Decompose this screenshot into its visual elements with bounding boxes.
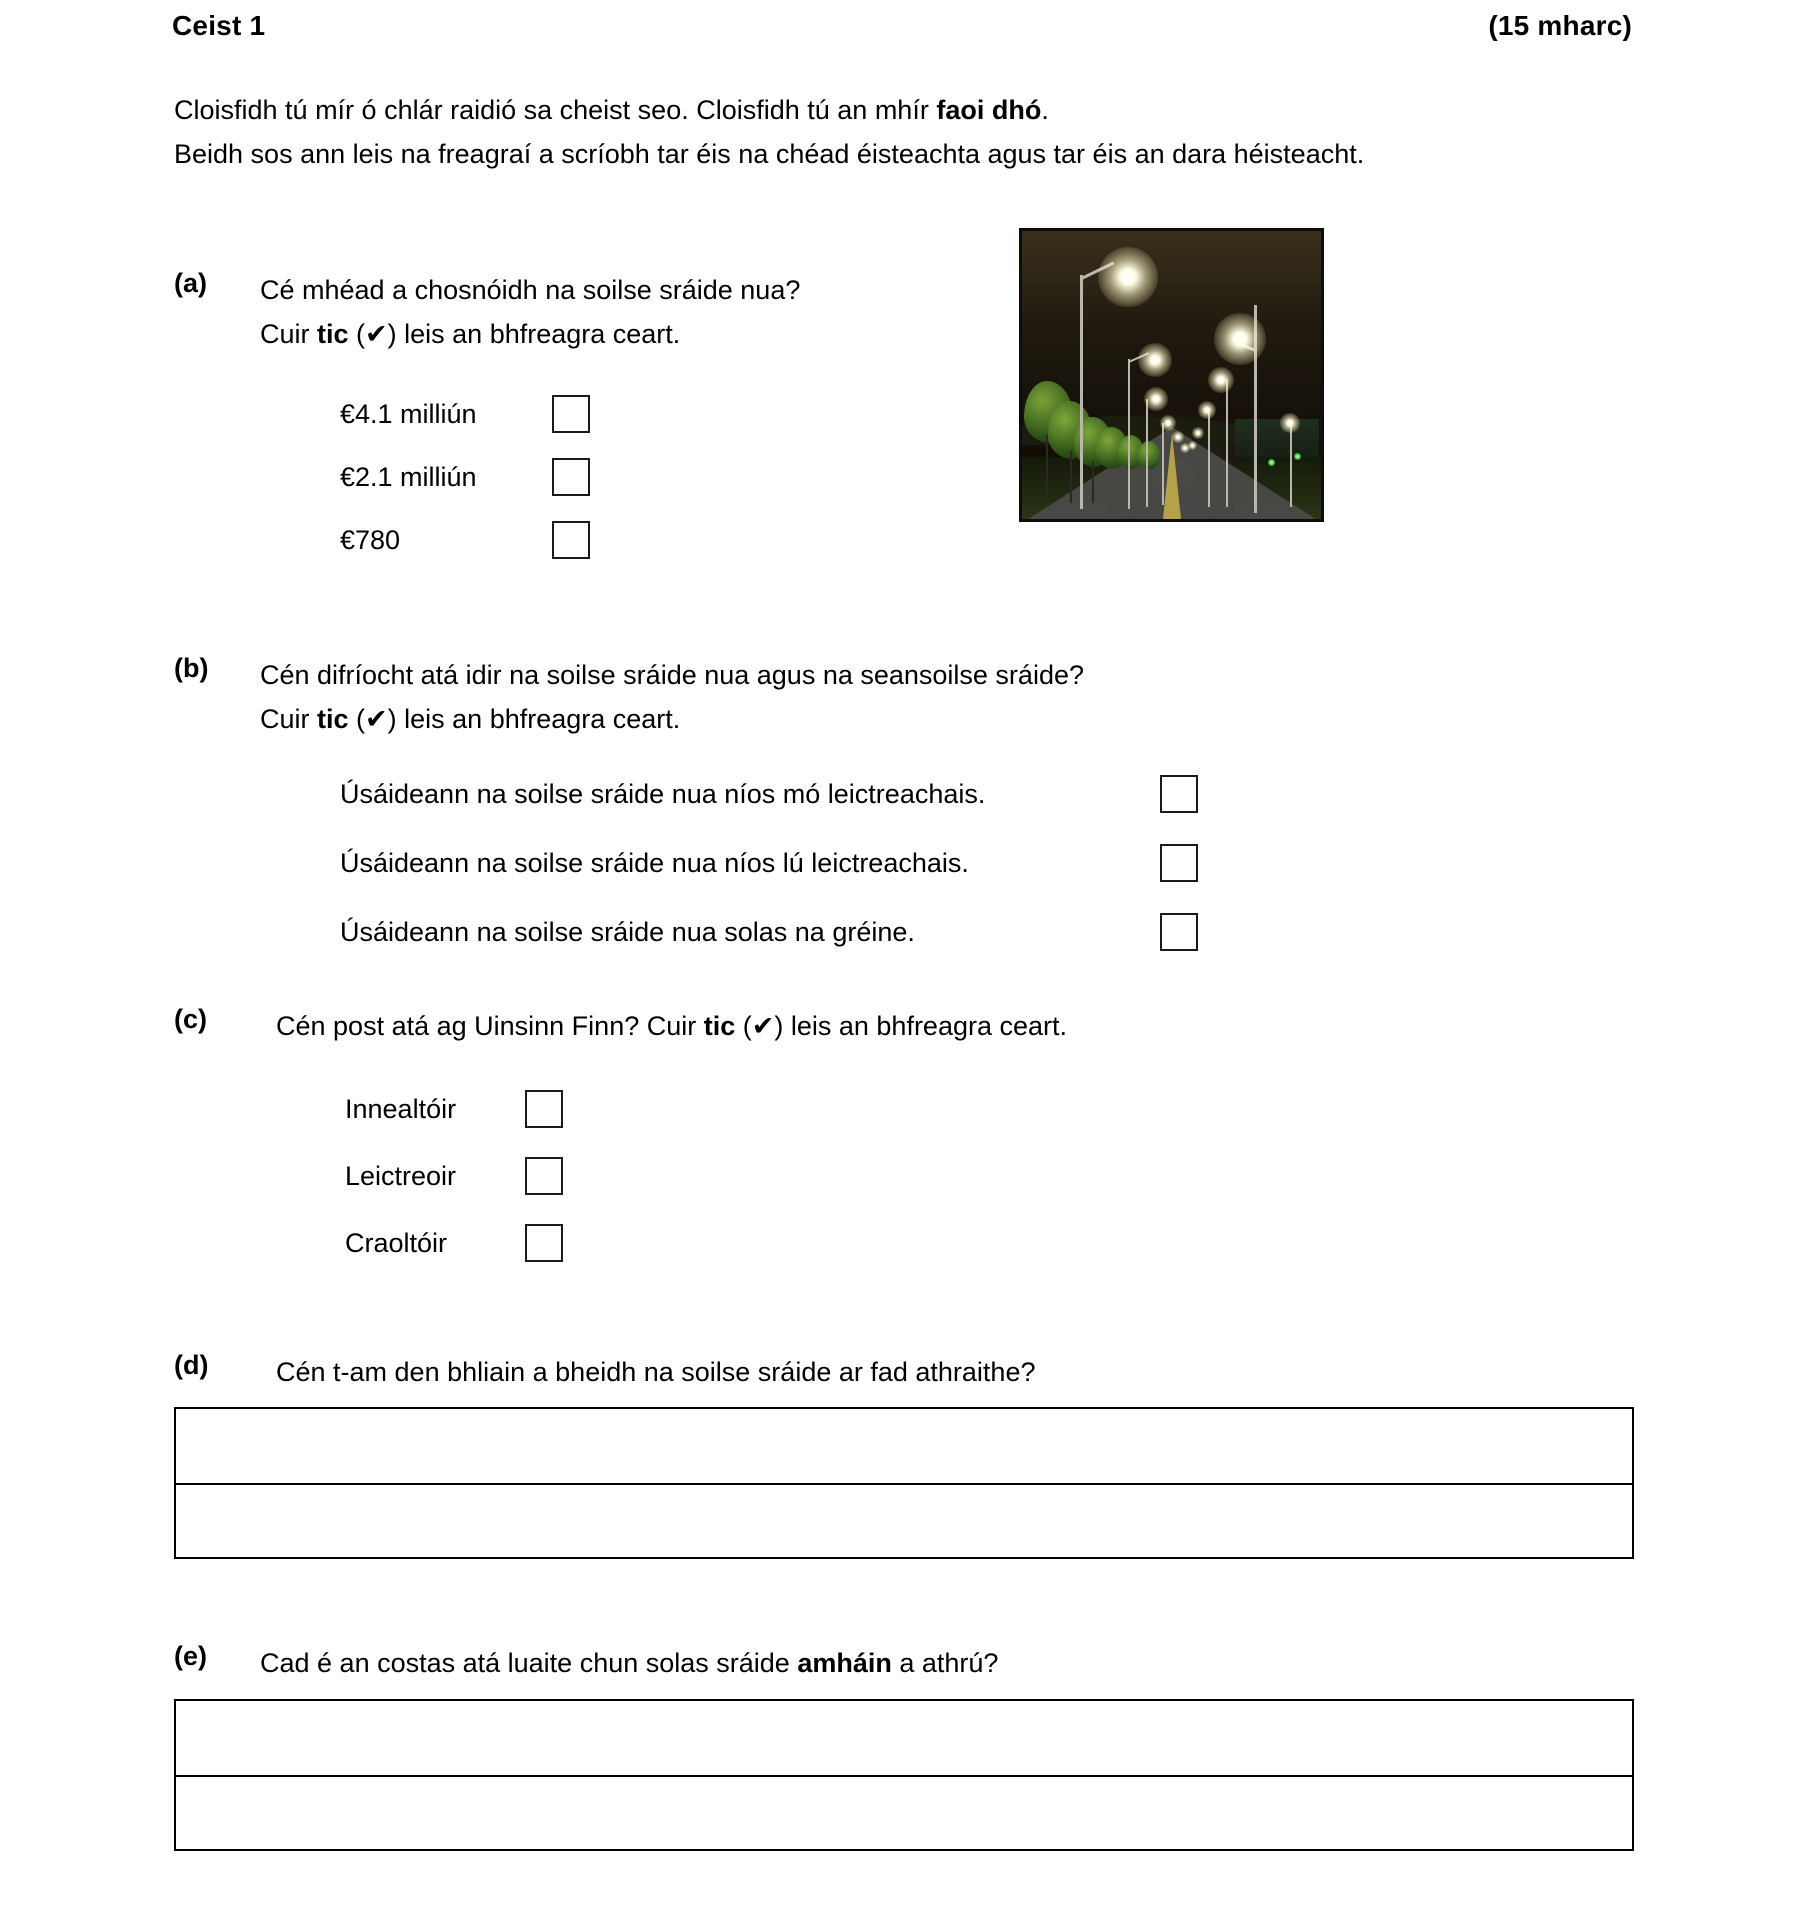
photo-lamp-post (1080, 275, 1083, 509)
photo-lamp-glow (1188, 441, 1197, 450)
question-c-prompt-text-a: Cén post atá ag Uinsinn Finn? Cuir (276, 1011, 704, 1041)
instruction-line-1-text-b: . (1041, 95, 1049, 125)
photo-lamp-glow (1172, 431, 1184, 443)
question-d-label: (d) (174, 1350, 209, 1380)
photo-lamp-post (1290, 421, 1292, 507)
photo-lamp-glow (1160, 415, 1176, 431)
instruction-line-1-text-a: Cloisfidh tú mír ó chlár raidió sa cheist seo. Cloisfidh tú an mhír (174, 95, 937, 125)
question-b-option-checkbox[interactable] (1160, 775, 1198, 813)
question-a-prompt (260, 268, 980, 356)
question-e-answer-box[interactable] (174, 1699, 1634, 1851)
photo-lamp-glow (1198, 401, 1216, 419)
question-b-option-label: Úsáideann na soilse sráide nua níos lú leictreachais. (340, 847, 969, 878)
photo-traffic-light (1294, 453, 1301, 460)
question-a-instruction-text-a: Cuir (260, 319, 318, 349)
question-c-option-label: Innealtóir (345, 1093, 457, 1124)
question-e-answer-line-1[interactable] (188, 1713, 1608, 1769)
question-b-instruction-emphasis: tic (317, 704, 349, 734)
question-c-label: (c) (174, 1004, 207, 1034)
photo-traffic-light (1268, 459, 1275, 466)
question-c-option[interactable] (345, 1157, 563, 1195)
question-a-option[interactable] (340, 521, 590, 559)
question-b-option-checkbox[interactable] (1160, 844, 1198, 882)
photo-lamp-glow (1214, 313, 1266, 365)
marks-allocation: (15 mharc) (1488, 10, 1632, 41)
question-b-instruction-text-b: (✔) leis an bhfreagra ceart. (348, 704, 681, 734)
photo-lamp-glow (1138, 343, 1172, 377)
question-c-prompt-text-b: (✔) leis an bhfreagra ceart. (735, 1011, 1068, 1041)
question-e-prompt-text-b: a athrú? (891, 1648, 999, 1678)
question-a-option-checkbox[interactable] (552, 458, 590, 496)
question-a-option[interactable] (340, 395, 590, 433)
instructions-block (174, 88, 1694, 176)
question-c-prompt (276, 1004, 1376, 1048)
photo-lamp-glow (1192, 427, 1204, 439)
question-d-prompt: Cén t-am den bhliain a bheidh na soilse sráide ar fad athraithe? (276, 1357, 1036, 1387)
question-e-prompt-emphasis: amháin (797, 1648, 892, 1678)
instruction-line-1-emphasis: faoi dhó (936, 95, 1042, 125)
question-d-answer-rule (176, 1483, 1632, 1485)
question-c-option-checkbox[interactable] (525, 1157, 563, 1195)
question-d-answer-line-1[interactable] (188, 1421, 1608, 1477)
question-a-instruction (260, 312, 980, 356)
photo-lamp-glow (1208, 367, 1234, 393)
street-lights-photo (1019, 228, 1324, 522)
question-c-option-label: Leictreoir (345, 1160, 457, 1191)
question-b-prompt-text: Cén difríocht atá idir na soilse sráide nua agus na seansoilse sráide? (260, 660, 1084, 690)
photo-tree-trunk (1070, 451, 1072, 503)
instruction-line-2: Beidh sos ann leis na freagraí a scríobh tar éis na chéad éisteachta agus tar éis an dara héisteacht. (174, 139, 1365, 169)
photo-road-centre-line (1163, 433, 1181, 519)
question-a-option-label: €780 (340, 524, 401, 555)
question-a-instruction-emphasis: tic (317, 319, 349, 349)
question-d-answer-box[interactable] (174, 1407, 1634, 1559)
question-b-prompt (260, 653, 1360, 741)
question-c-option[interactable] (345, 1090, 563, 1128)
question-b-label: (b) (174, 653, 209, 683)
question-b-instruction (260, 697, 1360, 741)
photo-lamp-post (1208, 409, 1210, 507)
question-b-option-label: Úsáideann na soilse sráide nua níos mó leictreachais. (340, 778, 986, 809)
question-b-option[interactable] (340, 913, 1198, 951)
question-a-prompt-text: Cé mhéad a chosnóidh na soilse sráide nua? (260, 275, 801, 305)
photo-lamp-glow (1280, 413, 1300, 433)
question-a-label: (a) (174, 268, 207, 298)
question-c-option-checkbox[interactable] (525, 1224, 563, 1262)
question-e-answer-line-2[interactable] (188, 1787, 1608, 1843)
question-a-option-label: €4.1 milliún (340, 398, 477, 429)
question-title: Ceist 1 (172, 10, 266, 41)
photo-lamp-post (1162, 423, 1164, 505)
question-d-answer-line-2[interactable] (188, 1495, 1608, 1551)
question-e-prompt (260, 1641, 1360, 1685)
question-a-option[interactable] (340, 458, 590, 496)
question-b-option[interactable] (340, 844, 1198, 882)
question-a-instruction-text-b: (✔) leis an bhfreagra ceart. (348, 319, 681, 349)
photo-lamp-glow (1098, 247, 1158, 307)
photo-lamp-post (1146, 399, 1148, 507)
photo-tree-trunk (1046, 435, 1048, 501)
photo-tree-trunk (1092, 461, 1094, 503)
question-b-option-checkbox[interactable] (1160, 913, 1198, 951)
question-c-prompt-emphasis: tic (703, 1011, 736, 1041)
question-a-option-label: €2.1 milliún (340, 461, 477, 492)
question-a-option-checkbox[interactable] (552, 395, 590, 433)
question-c-option-label: Craoltóir (345, 1227, 448, 1258)
question-e-label: (e) (174, 1641, 207, 1671)
photo-tree (1138, 441, 1160, 469)
photo-night-sky (1022, 231, 1321, 519)
photo-lamp-glow (1144, 387, 1168, 411)
question-a-option-checkbox[interactable] (552, 521, 590, 559)
question-c-option-checkbox[interactable] (525, 1090, 563, 1128)
question-b-option-label: Úsáideann na soilse sráide nua solas na gréine. (340, 916, 915, 947)
question-e-prompt-text-a: Cad é an costas atá luaite chun solas sráide (260, 1648, 798, 1678)
question-c-option[interactable] (345, 1224, 563, 1262)
instruction-line-1 (174, 88, 1694, 132)
question-b-option[interactable] (340, 775, 1198, 813)
photo-lamp-post (1226, 379, 1228, 507)
page-header (172, 10, 1632, 42)
photo-lamp-post (1128, 359, 1130, 509)
question-e-answer-rule (176, 1775, 1632, 1777)
question-b-instruction-text-a: Cuir (260, 704, 318, 734)
